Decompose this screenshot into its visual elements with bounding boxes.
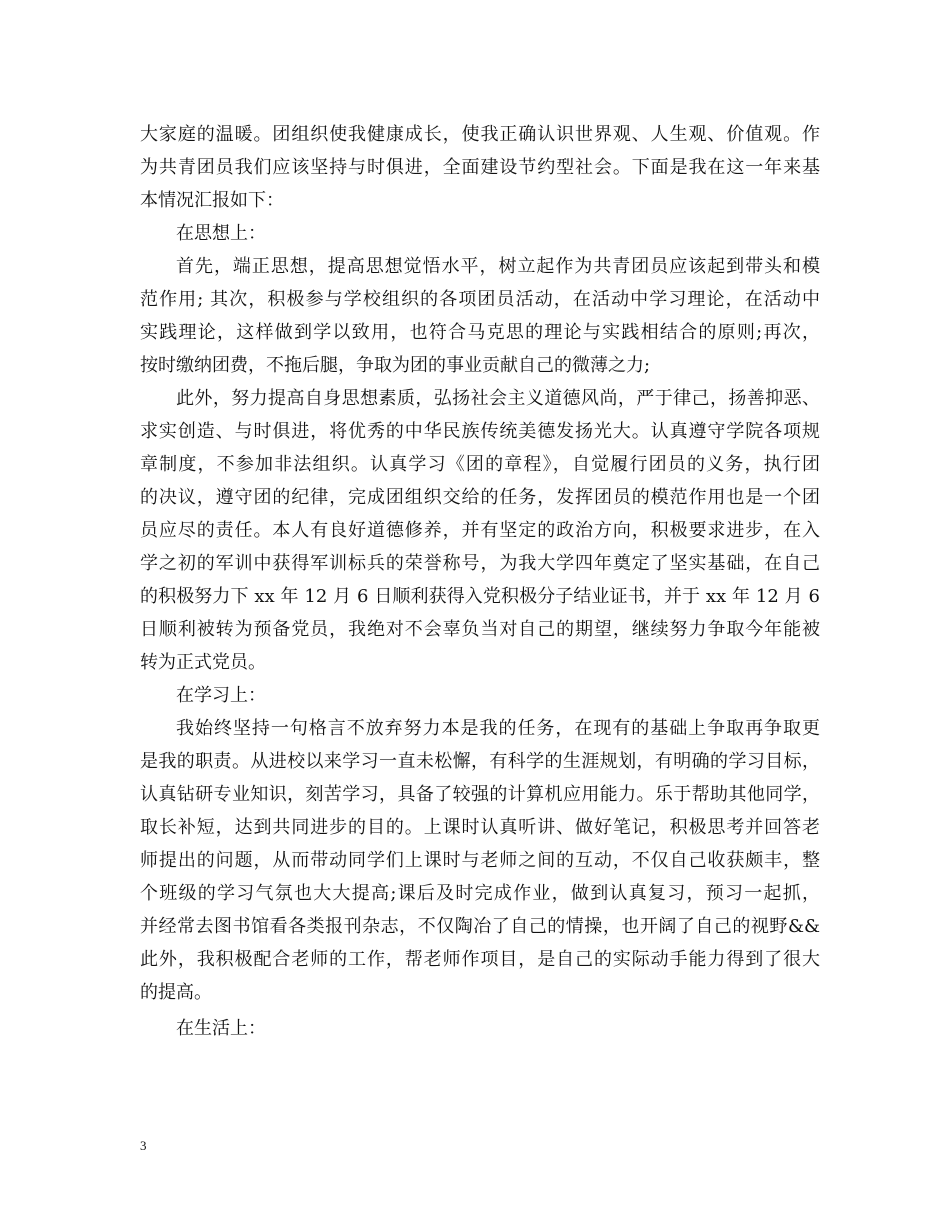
text-line: 日顺利被转为预备党员，我绝对不会辜负当对自己的期望，继续努力争取今年能被 [140, 619, 820, 640]
text-line: 求实创造、与时俱进，将优秀的中华民族传统美德发扬光大。认真遵守学院各项规 [140, 421, 820, 442]
page-number: 3 [140, 1138, 147, 1153]
text-line: 是我的职责。从进校以来学习一直未松懈，有科学的生涯规划，有明确的学习目标， [140, 751, 820, 772]
text-line: 首先，端正思想，提高思想觉悟水平，树立起作为共青团员应该起到带头和模 [176, 256, 820, 277]
text-line: 实践理论，这样做到学以致用，也符合马克思的理论与实践相结合的原则;再次， [140, 322, 820, 343]
text-line: 范作用; 其次，积极参与学校组织的各项团员活动，在活动中学习理论，在活动中 [140, 289, 820, 310]
text-line: 我始终坚持一句格言不放弃努力本是我的任务，在现有的基础上争取再争取更 [176, 718, 820, 739]
text-line: 的提高。 [140, 982, 212, 1003]
text-line: 师提出的问题，从而带动同学们上课时与老师之间的互动，不仅自己收获颇丰，整 [140, 850, 820, 871]
text-line: 员应尽的责任。本人有良好道德修养，并有坚定的政治方向，积极要求进步，在入 [140, 520, 820, 541]
text-line: 的决议，遵守团的纪律，完成团组织交给的任务，发挥团员的模范作用也是一个团 [140, 487, 820, 508]
text-line: 大家庭的温暖。团组织使我健康成长，使我正确认识世界观、人生观、价值观。作 [140, 124, 820, 145]
section-heading-life: 在生活上： [176, 1018, 266, 1039]
text-line: 为共青团员我们应该坚持与时俱进，全面建设节约型社会。下面是我在这一年来基 [140, 157, 820, 178]
text-line: 认真钻研专业知识，刻苦学习，具备了较强的计算机应用能力。乐于帮助其他同学， [140, 784, 820, 805]
text-line: 本情况汇报如下： [140, 190, 284, 211]
section-heading-study: 在学习上： [176, 685, 266, 706]
document-body [140, 118, 820, 1045]
text-line: 学之初的军训中获得军训标兵的荣誉称号，为我大学四年奠定了坚实基础，在自己 [140, 553, 820, 574]
text-line: 此外，努力提高自身思想素质，弘扬社会主义道德风尚，严于律己，扬善抑恶、 [176, 388, 820, 409]
section-heading-thought: 在思想上： [176, 223, 266, 244]
text-line: 的积极努力下 xx 年 12 月 6 日顺利获得入党积极分子结业证书，并于 xx 年 12 月 6 [140, 586, 820, 607]
text-line: 取长补短，达到共同进步的目的。上课时认真听讲、做好笔记，积极思考并回答老 [140, 817, 820, 838]
text-line: 此外，我积极配合老师的工作，帮老师作项目，是自己的实际动手能力得到了很大 [140, 949, 820, 970]
text-line: 按时缴纳团费，不拖后腿，争取为团的事业贡献自己的微薄之力; [140, 355, 651, 376]
text-line: 章制度，不参加非法组织。认真学习《团的章程》，自觉履行团员的义务，执行团 [140, 454, 820, 475]
text-line: 个班级的学习气氛也大大提高;课后及时完成作业，做到认真复习，预习一起抓， [140, 883, 820, 904]
text-line: 转为正式党员。 [140, 652, 266, 673]
text-line: 并经常去图书馆看各类报刊杂志，不仅陶冶了自己的情操，也开阔了自己的视野&& [140, 916, 820, 937]
